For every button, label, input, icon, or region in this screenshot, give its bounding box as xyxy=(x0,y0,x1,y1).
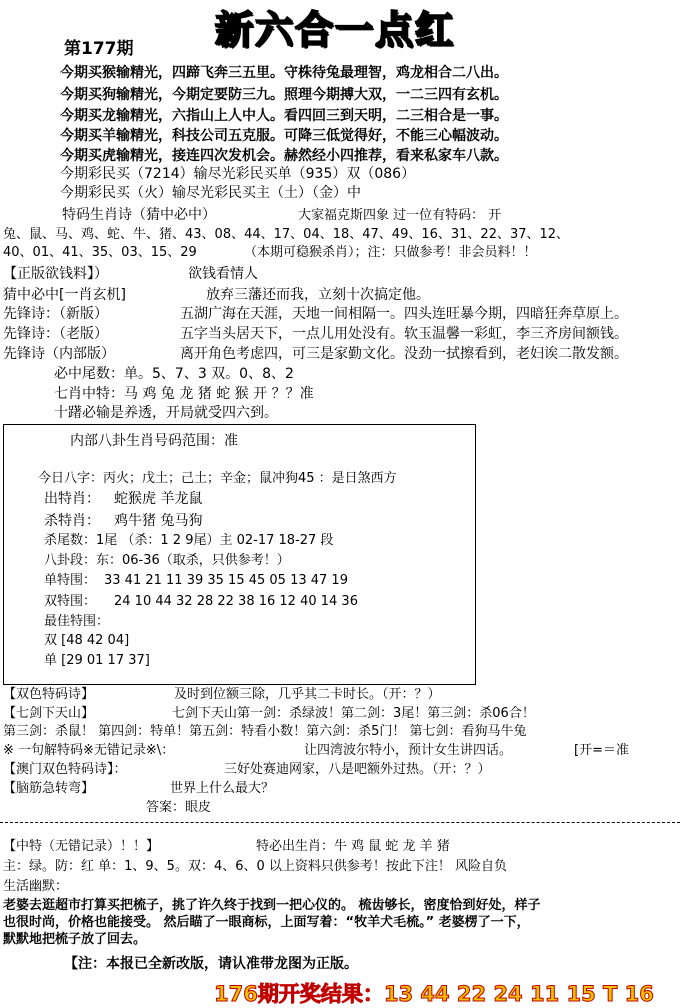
poem-line: 今期买虎输精光，接连四次发机会。赫然经小四推荐，看来私家车八款。 xyxy=(60,148,508,164)
zhu-line: 主：绿。防：红 单：1、9、5。双：4、6、0 以上资料只供参考！按此下注！ 风险自负 xyxy=(3,859,508,874)
shisheng-line: 十躇必输是养透，开局就受四六到。 xyxy=(54,405,278,421)
youmo-label: 生活幽默： xyxy=(3,879,69,894)
zhongte-label: 【中特（无错记录）！！】 xyxy=(3,839,160,854)
version-note: 【注：本报已全新改版，请认准带龙图为正版。 xyxy=(64,956,358,972)
poem-line: 今期买狗输精光，今期定要防三九。照理今期搏大双，一二三四有玄机。 xyxy=(60,87,508,103)
tema-note: （本期可稳猴杀肖）；注：只做参考！非会员料！！ xyxy=(244,245,537,260)
caizhong-label: 猜中必中[一肖玄机] xyxy=(3,287,126,303)
box-heading: 内部八卦生肖号码范围：准 xyxy=(70,433,238,449)
dante-label: 单特围： xyxy=(44,573,97,588)
yijuhua-label: ※ 一句解特码※无错记录※\： xyxy=(3,743,175,758)
dan-values: 单 [29 01 17 37] xyxy=(44,653,150,668)
qijian-row: 第三剑：杀鼠！ 第四剑：特单！第五剑：特看小数！第六剑：杀5门！ 第七剑：看狗马牛兔 xyxy=(3,724,527,739)
naojin-question: 世界上什么最大？ xyxy=(170,781,275,796)
zhongte-text: 特必出生肖：牛 鸡 鼠 蛇 龙 羊 猪 xyxy=(256,839,450,854)
xianfeng-old-label: 先锋诗：（老版） xyxy=(3,326,108,342)
lottery-result: 176期开奖结果：13 44 22 24 11 15 T 16 xyxy=(214,982,654,1006)
poem-line: 今期买猴输精光，四蹄飞奔三五里。守株待兔最理智，鸡龙相合二八出。 xyxy=(60,65,508,81)
zhengban-label: 【正版欲钱料】） xyxy=(3,266,108,282)
zhongwei-line: 必中尾数：单。5、7、3 双。0、8、2 xyxy=(54,366,294,382)
qijian-text: 七剑下天山第一剑：杀绿波！第二剑：3尾！第三剑：杀06合！ xyxy=(172,706,535,721)
yijuhua-text: 让四湾波尔特小，预计女生讲四话。 xyxy=(304,743,513,758)
tema-heading-right: 大家福克斯四象 过一位有特码： 开 xyxy=(298,208,502,223)
youmo-text: 默默地把梳子放了回去。 xyxy=(3,932,147,947)
bagua-line: 八卦段：东：06-36（取杀，只供参考！） xyxy=(44,553,290,568)
naojin-answer: 答案：眼皮 xyxy=(146,800,212,815)
xianfeng-new-label: 先锋诗：（新版） xyxy=(3,306,108,322)
xianfeng-inner-text: 离开角色考虑四，可三是家勤文化。没劲一拭擦看到，老妇诶二散发额。 xyxy=(180,346,628,362)
zhengban-text: 欲钱看情人 xyxy=(188,266,258,282)
dante-value: 33 41 21 11 39 35 15 45 05 13 47 19 xyxy=(104,573,348,588)
issue-number: 第177期 xyxy=(64,39,134,59)
youmo-text: 也很时尚，价格也能接受。 然后瞄了一眼商标，上面写着：“牧羊犬毛梳。” 老婆楞了一下， xyxy=(3,915,530,930)
poem-line: 今期买龙输精光，六指山上人中人。看四回三到天明，二三相合是一事。 xyxy=(60,108,508,124)
shuang-values: 双 [48 42 04] xyxy=(44,633,130,648)
shuangte-value: 24 10 44 32 28 22 38 16 12 40 14 36 xyxy=(114,594,358,609)
best-tewei-label: 最佳特围： xyxy=(44,614,110,629)
qixiao-line: 七肖中特：马 鸡 兔 龙 猪 蛇 猴 开 ？？准 xyxy=(54,386,314,402)
shuangse-text: 及时到位额三除，几乎其二卡时长。（开：？） xyxy=(174,687,441,702)
caizhong-text: 放弃三藩还而我，立刻十次搞定他。 xyxy=(206,287,430,303)
naojin-label: 【脑筋急转弯】 xyxy=(3,781,95,796)
shuangse-label: 【双色特码诗】 xyxy=(3,687,95,702)
youmo-text: 老婆去逛超市打算买把梳子，挑了许久终于找到一把心仪的。 梳齿够长，密度恰到好处，样子 xyxy=(3,898,541,913)
caimin-line-2: 今期彩民买（火）输尽光彩民买主（土）（金）中 xyxy=(60,185,361,201)
shuangte-label: 双特围： xyxy=(44,594,97,609)
tema-row: 40、01、41、35、03、15、29 xyxy=(3,245,197,260)
xianfeng-new-text: 五湖广海在天涯，天地一间相隔一。四头连旺暴今期，四暗狂奔草原上。 xyxy=(180,306,628,322)
aomen-text: 三好处赛迪网家，八是吧额外过热。（开：？） xyxy=(224,762,491,777)
aomen-label: 【澳门双色特码诗】： xyxy=(3,762,127,777)
xianfeng-inner-label: 先锋诗（内部版） xyxy=(3,346,115,362)
chu-value: 蛇猴虎 羊龙鼠 xyxy=(114,491,203,507)
tema-row: 兔、鼠、马、鸡、蛇、牛、猪、43、08、44、17、04、18、47、49、16、31、22、37、12、 xyxy=(3,227,570,242)
sha-value: 鸡牛猪 兔马狗 xyxy=(114,513,203,529)
qijian-label: 【七剑下天山】 xyxy=(3,706,95,721)
caimin-line-1: 今期彩民买（7214）输尽光彩民买单（935）双（086） xyxy=(60,166,416,182)
page-title: 新六合一点红 xyxy=(214,8,455,52)
sha-label: 杀特肖： xyxy=(44,513,100,529)
shawei-line: 杀尾数：1尾 （杀：1 2 9尾）主 02-17 18-27 段 xyxy=(44,533,334,548)
yijuhua-tail: [开=＝准 xyxy=(574,743,629,758)
chu-label: 出特肖： xyxy=(44,491,100,507)
section-divider xyxy=(0,822,680,823)
tema-heading: 特码生肖诗（猜中必中） xyxy=(62,207,216,223)
xianfeng-old-text: 五字当头居天下，一点儿用处没有。软玉温馨一彩虹，李三齐房间额钱。 xyxy=(180,326,628,342)
bazi-line: 今日八字：丙火；戊土；己土；辛金；鼠冲狗45 ：是日煞西方 xyxy=(38,471,397,486)
poem-line: 今期买羊输精光，科技公司五克服。可降三低觉得好，不能三心幅波动。 xyxy=(60,128,508,144)
